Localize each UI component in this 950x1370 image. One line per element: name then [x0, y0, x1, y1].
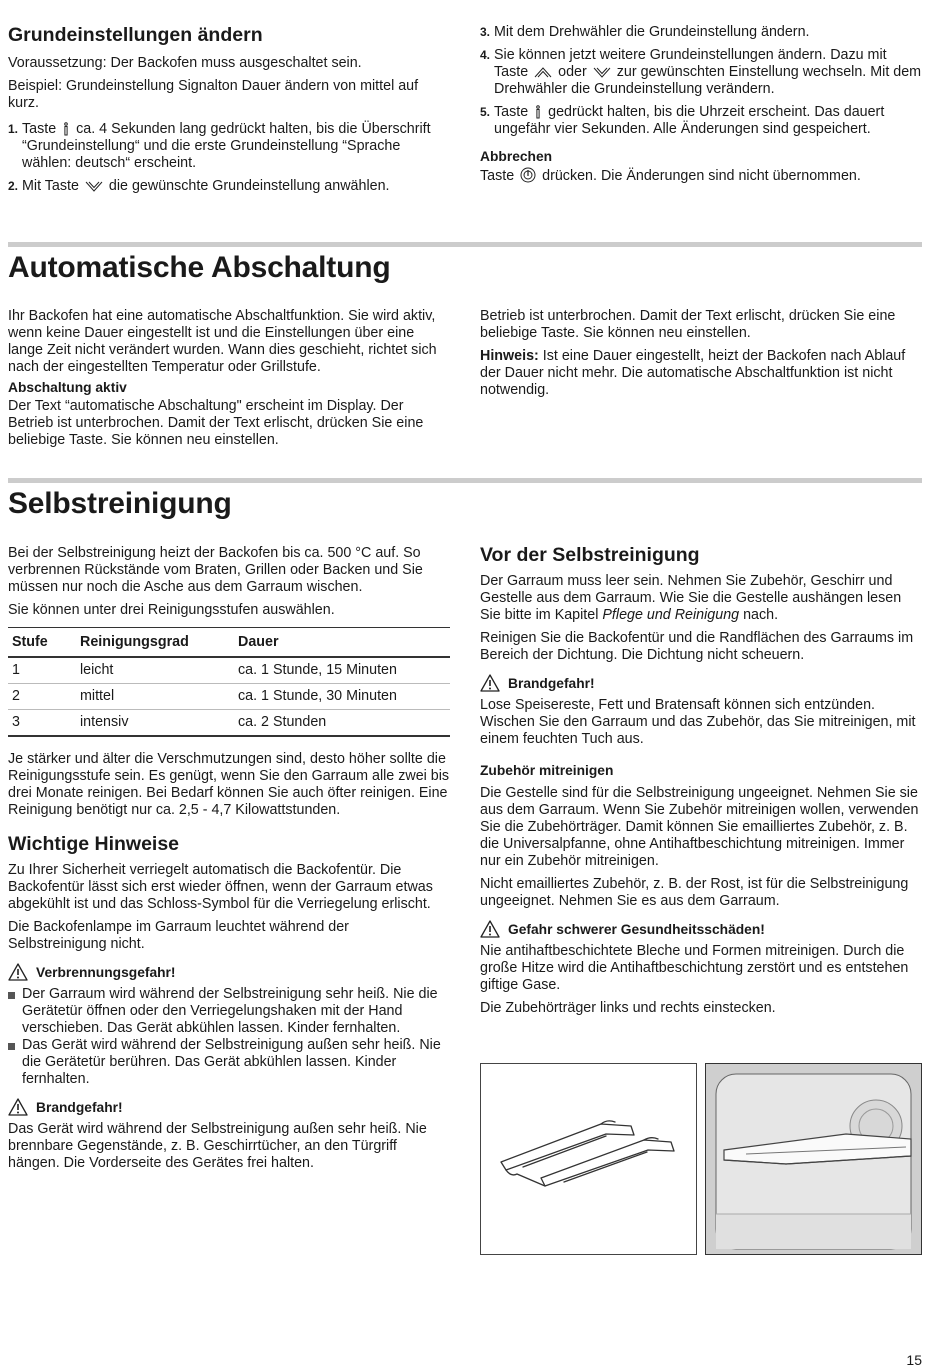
- oven-cavity-drawing: [706, 1064, 921, 1254]
- text-run: Taste: [480, 168, 515, 184]
- grundeinstellungen-left: [8, 24, 448, 201]
- text-run: Der Text “automatische Abschaltung" erscheint im Display. Der Betrieb ist unterbrochen. Damit der Text erlischt, drücken Sie eine beliebige Taste. Sie können neu einstellen.: [8, 398, 424, 448]
- page-number: 15: [906, 1352, 922, 1368]
- table-row: [8, 657, 450, 684]
- table-cell: 1: [8, 657, 76, 684]
- hinweis-label: Hinweis:: [480, 348, 539, 364]
- table-cell: ca. 1 Stunde, 30 Minuten: [234, 684, 450, 710]
- step-text: die gewünschte Grundeinstellung anwählen.: [108, 178, 390, 194]
- paragraph: Die Gestelle sind für die Selbstreinigung ungeeignet. Nehmen Sie sie aus dem Garraum. Wenn Sie Zubehör mitreinigen wollen, verwenden Sie die Zubehörträger. Damit können Sie emailliertes Zubehör, z. B. die Universalpfanne, ohne Antihaftbeschichtung mitreinigen. Immer nur ein Zubehör mitreinigen.: [480, 785, 919, 869]
- info-key-icon: [534, 105, 542, 119]
- warning-title: Brandgefahr!: [508, 675, 595, 691]
- paragraph: Nicht emailliertes Zubehör, z. B. der Rost, ist für die Selbstreinigung ungeeignet. Nehmen Sie es aus dem Garraum.: [480, 876, 909, 909]
- step-text: gedrückt halten, bis die Uhrzeit erscheint. Das dauert ungefähr vier Sekunden. Alle Änderungen sind gespeichert.: [494, 104, 885, 137]
- paragraph: Die Backofenlampe im Garraum leuchtet während der Selbstreinigung nicht.: [8, 919, 349, 952]
- subheading-abschaltung-aktiv: Abschaltung aktiv: [8, 380, 127, 395]
- chevron-up-key-icon: [534, 66, 552, 79]
- table-cell: ca. 2 Stunden: [234, 710, 450, 737]
- step-2: [8, 178, 448, 195]
- bullet-square-icon: [8, 992, 15, 999]
- bullet-square-icon: [8, 1043, 15, 1050]
- text-run: drücken. Die Änderungen sind nicht übernommen.: [542, 168, 861, 184]
- paragraph: Lose Speisereste, Fett und Bratensaft können sich entzünden. Wischen Sie den Garraum und das Zubehör, das Sie mitreinigen, mit einem feuchten Tuch aus.: [480, 697, 916, 747]
- paragraph: [480, 348, 922, 399]
- paragraph: Nie antihaftbeschichtete Bleche und Formen mitreinigen. Durch die große Hitze wird die Antihaftbeschichtung zerstört und es entstehen giftige Gase.: [480, 943, 909, 993]
- section-divider: [8, 478, 922, 483]
- selbst-left: [8, 545, 450, 1178]
- table-cell: leicht: [76, 657, 234, 684]
- chapter-heading-selbstreinigung: Selbstreinigung: [8, 487, 232, 520]
- table-cell: 2: [8, 684, 76, 710]
- text-run: Der Garraum muss leer sein. Nehmen Sie Zubehör, Geschirr und Gestelle aus dem Garraum. Wie Sie die Gestelle aushängen lesen Sie bitte im Kapitel: [480, 573, 902, 623]
- warning-title: Brandgefahr!: [36, 1099, 123, 1115]
- table-cell: 3: [8, 710, 76, 737]
- table-header: Stufe: [8, 628, 76, 658]
- list-item: [8, 1037, 450, 1088]
- power-key-icon: [520, 167, 536, 183]
- table-cell: mittel: [76, 684, 234, 710]
- step-text: ca. 4 Sekunden lang gedrückt halten, bis die Überschrift “Grundeinstellung“ und die erste Grundeinstellung “Sprache wählen: deutsch“ erscheint.: [22, 121, 431, 171]
- step-text: Mit Taste: [22, 178, 79, 194]
- paragraph: Die Zubehörträger links und rechts einstecken.: [480, 1000, 776, 1016]
- paragraph: Zu Ihrer Sicherheit verriegelt automatisch die Backofentür. Die Backofentür lässt sich erst wieder öffnen, wenn der Garraum etwas abgekühlt ist und das Schloss-Symbol für die Verriegelung erlischt.: [8, 862, 433, 912]
- paragraph: [8, 398, 448, 448]
- paragraph: Voraussetzung: Der Backofen muss ausgeschaltet sein.: [8, 55, 362, 71]
- paragraph: Das Gerät wird während der Selbstreinigung außen sehr heiß. Nie brennbare Gegenstände, z. B. Geschirrtücher, an den Türgriff hängen. Die Vorderseite des Gerätes frei halten.: [8, 1121, 427, 1171]
- steps-list: [8, 121, 448, 195]
- text-run: nach.: [743, 607, 779, 623]
- paragraph: Ihr Backofen hat eine automatische Abschaltfunktion. Sie wird aktiv, wenn keine Dauer eingestellt ist und die Einstellungen über eine lange Zeit nicht verändert wurden. Wann dies geschieht, richtet sich nach der eingestellten Temperatur oder Grillstufe.: [8, 308, 437, 375]
- paragraph: [480, 167, 922, 185]
- paragraph: Reinigen Sie die Backofentür und die Randflächen des Garraums im Bereich der Dichtung. Die Dichtung nicht scheuern.: [480, 630, 914, 663]
- auto-left: [8, 308, 448, 448]
- table-header: Dauer: [234, 628, 450, 658]
- selbst-right: [480, 544, 922, 1023]
- paragraph: Bei der Selbstreinigung heizt der Backofen bis ca. 500 °C auf. So verbrennen Rückstände vom Braten, Grillen oder Backen und Sie müssen nur noch die Asche aus dem Garraum wischen.: [8, 545, 423, 595]
- step-number: 4.: [480, 48, 491, 62]
- step-number: 3.: [480, 25, 491, 39]
- bullet-list: [8, 986, 450, 1088]
- warning-gesundheitsschaeden: [480, 920, 922, 938]
- chapter-heading-automatische-abschaltung: Automatische Abschaltung: [8, 251, 391, 284]
- step-text: Taste: [494, 104, 529, 120]
- step-number: 1.: [8, 122, 19, 136]
- chevron-down-key-icon: [593, 66, 611, 79]
- text-run: Ist eine Dauer eingestellt, heizt der Backofen nach Ablauf der Dauer nicht mehr. Die automatische Abschaltfunktion ist nicht notwendig.: [480, 348, 906, 398]
- step-text: Sie können jetzt weitere Grundeinstellungen ändern. Dazu mit Taste: [494, 47, 887, 80]
- table-header-row: [8, 628, 450, 658]
- cleaning-levels-table: [8, 627, 450, 737]
- paragraph: Betrieb ist unterbrochen. Damit der Text erlischt, drücken Sie eine beliebige Taste. Sie können neu einstellen.: [480, 308, 896, 341]
- step-text: Taste: [22, 121, 57, 137]
- step-text: Mit dem Drehwähler die Grundeinstellung ändern.: [494, 24, 810, 40]
- paragraph: Je stärker und älter die Verschmutzungen sind, desto höher sollte die Reinigungsstufe sein. Es genügt, wenn Sie den Garraum alle zwei bis drei Monate reinigen. Bei Bedarf können Sie auch öfter reinigen. Eine Reinigung benötigt nur ca. 2,5 - 4,7 Kilowattstunden.: [8, 751, 450, 818]
- step-4: [480, 47, 922, 98]
- paragraph: Sie können unter drei Reinigungsstufen auswählen.: [8, 602, 335, 618]
- table-cell: intensiv: [76, 710, 234, 737]
- warning-brandgefahr: [8, 1098, 450, 1116]
- oven-interior-illustration: [705, 1063, 922, 1255]
- section-heading-grundeinstellungen: Grundeinstellungen ändern: [8, 24, 263, 46]
- step-text: oder: [558, 64, 587, 80]
- auto-right: [480, 308, 922, 405]
- subheading-zubehoer-mitreinigen: Zubehör mitreinigen: [480, 763, 614, 778]
- chapter-reference: Pflege und Reinigung: [602, 607, 740, 623]
- accessory-holder-illustration: [480, 1063, 697, 1255]
- warning-brandgefahr: [480, 674, 922, 692]
- warning-triangle-icon: [8, 1098, 28, 1116]
- section-heading-vor-der-selbstreinigung: Vor der Selbstreinigung: [480, 544, 700, 566]
- rack-rail-drawing: [481, 1064, 696, 1254]
- step-number: 5.: [480, 105, 491, 119]
- text-run: Der Garraum wird während der Selbstreinigung sehr heiß. Nie die Gerätetür öffnen oder den Verriegelungshaken mit der Hand verschieben. Das Gerät abkühlen lassen. Kinder fernhalten.: [22, 986, 438, 1036]
- chevron-down-key-icon: [85, 180, 103, 193]
- step-text: zur gewünschten Einstellung wechseln. Mit dem Drehwähler die Grundeinstellung verändern.: [494, 64, 922, 97]
- grundeinstellungen-right: [480, 24, 922, 191]
- table-row: [8, 684, 450, 710]
- step-3: [480, 24, 922, 41]
- info-key-icon: [62, 122, 70, 136]
- warning-title: Verbrennungsgefahr!: [36, 964, 176, 980]
- table-cell: ca. 1 Stunde, 15 Minuten: [234, 657, 450, 684]
- section-divider: [8, 242, 922, 247]
- warning-triangle-icon: [480, 674, 500, 692]
- warning-title: Gefahr schwerer Gesundheitsschäden!: [508, 921, 765, 937]
- table-header: Reinigungsgrad: [76, 628, 234, 658]
- table-row: [8, 710, 450, 737]
- step-number: 2.: [8, 179, 19, 193]
- warning-triangle-icon: [8, 963, 28, 981]
- step-1: [8, 121, 448, 172]
- section-heading-wichtige-hinweise: Wichtige Hinweise: [8, 833, 180, 855]
- paragraph: Beispiel: Grundeinstellung Signalton Dauer ändern von mittel auf kurz.: [8, 78, 419, 111]
- paragraph: [480, 573, 922, 624]
- list-item: [8, 986, 450, 1037]
- warning-triangle-icon: [480, 920, 500, 938]
- warning-verbrennungsgefahr: [8, 963, 450, 981]
- subheading-abbrechen: Abbrechen: [480, 149, 553, 164]
- steps-list: [480, 24, 922, 138]
- text-run: Das Gerät wird während der Selbstreinigung außen sehr heiß. Nie die Gerätetür berühren. Das Gerät abkühlen lassen. Kinder fernhalten.: [22, 1037, 441, 1087]
- step-5: [480, 104, 922, 138]
